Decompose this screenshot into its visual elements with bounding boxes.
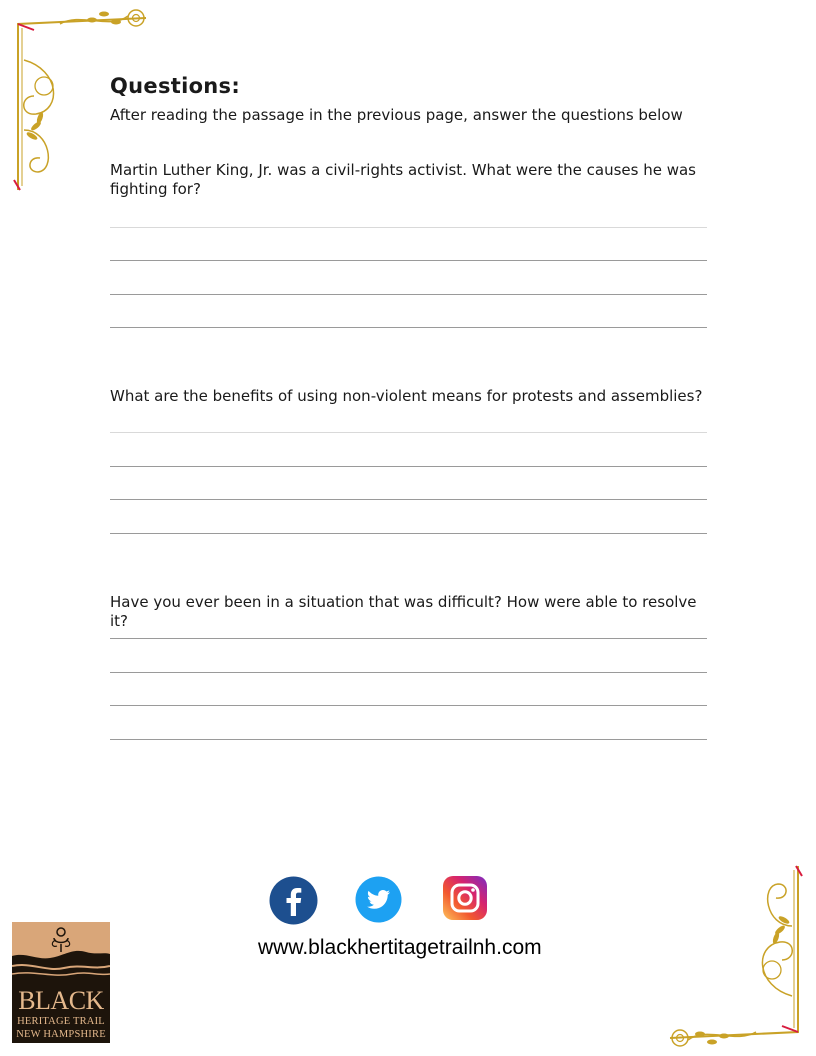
answer-line[interactable] [110, 638, 707, 639]
answer-line[interactable] [110, 533, 707, 534]
question-block-3 [110, 593, 730, 631]
facebook-icon[interactable] [269, 876, 318, 925]
answer-line[interactable] [110, 705, 707, 706]
answer-line[interactable] [110, 672, 707, 673]
question-block-2 [110, 387, 730, 406]
corner-ornament-bottom-right [656, 856, 816, 1056]
answer-line[interactable] [110, 260, 707, 261]
black-heritage-trail-logo [12, 922, 110, 1043]
answer-line[interactable] [110, 294, 707, 295]
question-block-1 [110, 161, 730, 199]
answer-line[interactable] [110, 499, 707, 500]
answer-line[interactable] [110, 432, 707, 433]
website-link[interactable]: www.blackhertitagetrailnh.com [258, 936, 542, 959]
instructions-text: After reading the passage in the previous page, answer the questions below [110, 106, 683, 124]
answer-line[interactable] [110, 227, 707, 228]
logo-title: BLACK [18, 986, 104, 1015]
question-text: Have you ever been in a situation that was difficult? How were able to resolve it? [110, 593, 697, 630]
logo-location: NEW HAMPSHIRE [16, 1029, 106, 1040]
twitter-icon[interactable] [355, 876, 402, 923]
answer-line[interactable] [110, 327, 707, 328]
answer-line[interactable] [110, 739, 707, 740]
question-text: Martin Luther King, Jr. was a civil-rights activist. What were the causes he was fighting for? [110, 161, 696, 198]
logo-artwork [12, 922, 110, 992]
question-text: What are the benefits of using non-violent means for protests and assemblies? [110, 387, 703, 405]
instagram-icon[interactable] [443, 876, 487, 920]
logo-subtitle: HERITAGE TRAIL [17, 1016, 105, 1027]
page-title: Questions: [110, 74, 241, 98]
answer-line[interactable] [110, 466, 707, 467]
